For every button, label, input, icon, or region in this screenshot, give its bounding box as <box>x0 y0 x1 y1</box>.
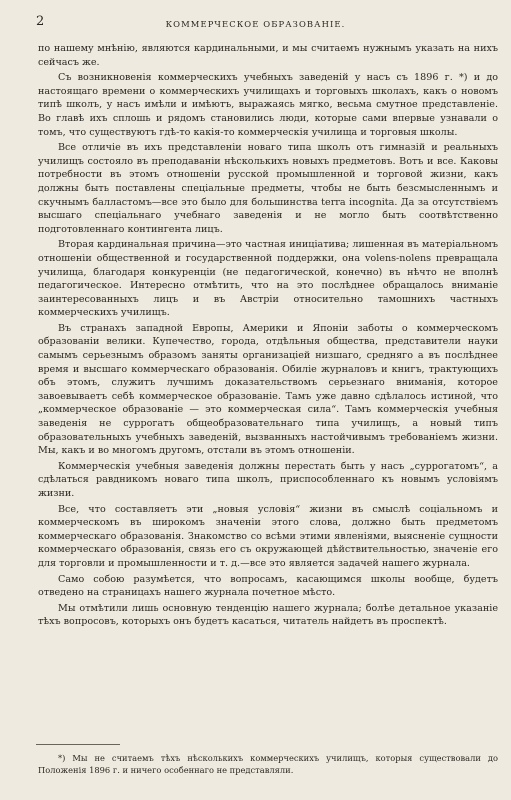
paragraph-2: Съ возникновенія коммерческихъ учебныхъ заведеній у насъ съ 1896 г. *) и до настоящаго времени о коммерческихъ училищахъ и торговыхъ школахъ, какъ о новомъ типѣ школъ, у насъ имѣли и имѣютъ, выражаясь мягко, весьма смутное представленіе. Во главѣ ихъ сплошь и рядомъ становились люди, которые сами впервые узнавали о томъ, что существуютъ гдѣ-то какія-то коммерческія училища и торговыя школы. <box>38 72 498 138</box>
paragraph-8: Само собою разумѣется, что вопросамъ, касающимся школы вообще, будетъ отведено на страницахъ нашего журнала почетное мѣсто. <box>38 573 498 599</box>
paragraph-9: Мы отмѣтили лишь основную тенденцію нашего журнала; болѣе детальное указаніе тѣхъ вопросовъ, которыхъ онъ будетъ касаться, читатель найдетъ въ проспектѣ. <box>38 602 498 628</box>
paragraph-7: Все, что составляетъ эти „новыя условія“ жизни въ смыслѣ соціальномъ и коммерческомъ въ широкомъ значеніи этого слова, должно быть предметомъ коммерческаго образованія. Знакомство со всѣми этими явленіями, выясненіе сущности коммерческаго образованія, связь его съ окружающей дѣйствительностью, значеніе его для торговли и промышленности и т. д.—все это является задачей нашего журнала. <box>38 503 498 569</box>
footnote: *) Мы не считаемъ тѣхъ нѣсколькихъ коммерческихъ училищъ, которыя существовали до Положенія 1896 г. и ничего особеннаго не представляли. <box>38 753 498 775</box>
paragraph-3: Все отличіе въ ихъ представленіи новаго типа школъ отъ гимназій и реальныхъ училищъ состояло въ преподаваніи нѣсколькихъ новыхъ предметовъ. Вотъ и все. Каковы потребности въ этомъ отношеніи русской промышленной и торговой жизни, какъ должны быть поставлены спеціальные предметы, чтобы не быть безсмысленнымъ и скучнымъ балластомъ—все это было для большинства terra incognita. Да за отсутствіемъ высшаго спеціальнаго учебнаго заведенія и не могло быть соотвѣтственно подготовленнаго контингента лицъ. <box>38 142 498 235</box>
paragraph-1: по нашему мнѣнію, являются кардинальными, и мы считаемъ нужнымъ указать на нихъ сейчасъ же. <box>38 43 498 68</box>
page-number: 2 <box>36 14 45 29</box>
paragraph-5: Въ странахъ западной Европы, Америки и Японіи заботы о коммерческомъ образованіи велики. Купечество, города, отдѣльныя общества, представители науки самымъ серьезнымъ образомъ заняты организаціей низшаго, средняго а въ послѣднее время и высшаго коммерческаго образованія. Обиліе журналовъ и книгъ, трактующихъ объ этомъ, служитъ лучшимъ доказательствомъ серьезнаго вниманія, которое завоевываетъ себѣ коммерческое образованіе. Тамъ уже давно сдѣлалось истиной, что „коммерческое образованіе — это коммерческая сила“. Тамъ коммерческія учебныя заведенія не суррогатъ общеобразовательнаго типа училищъ, а новый типъ образовательныхъ учебныхъ заведеній, вызванныхъ настойчивымъ требованіемъ жизни. Мы, какъ и во многомъ другомъ, отстали въ этомъ отношеніи. <box>38 322 498 457</box>
footnote-divider <box>36 744 120 745</box>
body-text <box>38 42 498 631</box>
paragraph-6: Коммерческія учебныя заведенія должны перестать быть у насъ „суррогатомъ“, а сдѣлаться равдникомъ новаго типа школъ, приспособленнаго къ новымъ условіямъ жизни. <box>38 460 498 499</box>
running-head: КОММЕРЧЕСКОЕ ОБРАЗОВАНІЕ. <box>165 19 346 29</box>
paragraph-4: Вторая кардинальная причина—это частная иниціатива; лишенная въ матеріальномъ отношеніи общественной и государственной поддержки, она volens-nolens превращала училища, благодаря конкуренціи (не педагогической, конечно) въ нѣчто не вполнѣ педагогическое. Интересно отмѣтить, что на это послѣднее обращалось вниманіе заинтересованныхъ лицъ и въ Австріи относительно тамошнихъ частныхъ коммерческихъ училищъ. <box>38 239 498 319</box>
